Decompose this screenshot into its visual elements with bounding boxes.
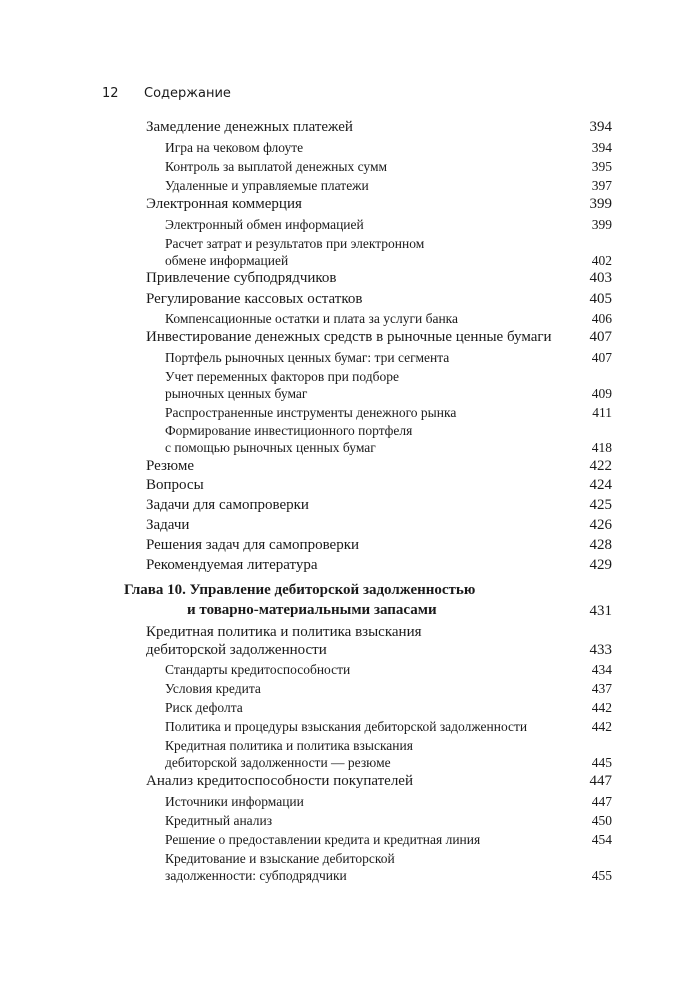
toc-page-number: 403 <box>589 270 612 286</box>
toc-entry: Задачи для самопроверки <box>146 497 309 513</box>
page-number: 12 <box>102 86 119 101</box>
toc-page-number: 447 <box>589 773 612 789</box>
toc-page-number: 434 <box>591 662 612 677</box>
toc-page-number: 411 <box>592 405 612 420</box>
toc-page-number: 418 <box>591 440 612 455</box>
toc-page-number: 429 <box>589 557 612 573</box>
toc-page-number: 447 <box>591 794 612 809</box>
toc-page-number: 406 <box>591 311 612 326</box>
toc-entry: Вопросы <box>146 477 204 493</box>
toc-subentry-continued: дебиторской задолженности — резюме <box>165 755 391 770</box>
toc-page-number: 442 <box>591 700 612 715</box>
toc-page-number: 395 <box>591 159 612 174</box>
toc-subentry: Решение о предоставлении кредита и кредитная линия <box>165 832 481 847</box>
toc-page-number: 422 <box>589 458 612 474</box>
toc-entry: Кредитная политика и политика взыскания <box>146 624 422 640</box>
toc-subentry: Игра на чековом флоуте <box>165 140 304 155</box>
toc-subentry: Кредитование и взыскание дебиторской <box>165 851 395 866</box>
toc-entry: Решения задач для самопроверки <box>146 537 360 553</box>
toc-page-number: 399 <box>589 196 612 212</box>
toc-page-number: 402 <box>591 253 612 268</box>
toc-page-number: 437 <box>591 681 612 696</box>
chapter-heading: Глава 10. Управление дебиторской задолженностью <box>124 582 476 598</box>
toc-page-number: 407 <box>589 329 612 345</box>
toc-page-number: 394 <box>589 119 612 135</box>
toc-subentry: Удаленные и управляемые платежи <box>165 178 369 193</box>
toc-entry: Регулирование кассовых остатков <box>146 291 363 307</box>
toc-page-number: 394 <box>591 140 612 155</box>
toc-subentry-continued: рыночных ценных бумаг <box>165 386 308 401</box>
toc-page-number: 397 <box>591 178 612 193</box>
toc-entry: Электронная коммерция <box>146 196 302 212</box>
toc-subentry: Контроль за выплатой денежных сумм <box>165 159 388 174</box>
toc-subentry-continued: обмене информацией <box>165 253 289 268</box>
toc-page-number: 424 <box>589 477 612 493</box>
toc-page-number: 431 <box>589 603 612 619</box>
toc-page-number: 445 <box>591 755 612 770</box>
toc-entry: Анализ кредитоспособности покупателей <box>146 773 413 789</box>
toc-subentry-continued: задолженности: субподрядчики <box>165 868 347 883</box>
toc-page-number: 405 <box>589 291 612 307</box>
toc-subentry: Учет переменных факторов при подборе <box>165 369 399 384</box>
toc-subentry: Расчет затрат и результатов при электронном <box>165 236 425 251</box>
toc-subentry: Кредитная политика и политика взыскания <box>165 738 413 753</box>
toc-entry: Рекомендуемая литература <box>146 557 318 573</box>
toc-subentry: Условия кредита <box>165 681 261 696</box>
toc-entry: Привлечение субподрядчиков <box>146 270 337 286</box>
toc-page-number: 425 <box>589 497 612 513</box>
running-header <box>102 86 231 101</box>
toc-entry: Инвестирование денежных средств в рыночные ценные бумаги <box>146 329 552 345</box>
running-title: Содержание <box>144 86 231 101</box>
toc-subentry: Кредитный анализ <box>165 813 273 828</box>
toc-subentry: Риск дефолта <box>165 700 243 715</box>
toc-subentry: Портфель рыночных ценных бумаг: три сегмента <box>165 350 450 365</box>
toc-subentry: Электронный обмен информацией <box>165 217 364 232</box>
chapter-heading-continued: и товарно-материальными запасами <box>187 602 437 618</box>
toc-entry-continued: дебиторской задолженности <box>146 642 327 658</box>
toc-page-number: 409 <box>591 386 612 401</box>
toc-subentry: Компенсационные остатки и плата за услуги банка <box>165 311 459 326</box>
toc-subentry: Источники информации <box>165 794 304 809</box>
toc-entry: Задачи <box>146 517 190 533</box>
toc-entry: Замедление денежных платежей <box>146 119 353 135</box>
toc-subentry: Формирование инвестиционного портфеля <box>165 423 413 438</box>
toc-page-number: 399 <box>591 217 612 232</box>
toc-page-number: 426 <box>589 517 612 533</box>
toc-page-number: 450 <box>591 813 612 828</box>
toc-page-number: 442 <box>591 719 612 734</box>
toc-page-number: 407 <box>591 350 612 365</box>
toc-entry: Резюме <box>146 458 195 474</box>
toc-page-number: 428 <box>589 537 612 553</box>
toc-page-number: 433 <box>589 642 612 658</box>
toc-subentry-continued: с помощью рыночных ценных бумаг <box>165 440 376 455</box>
toc-subentry: Стандарты кредитоспособности <box>165 662 351 677</box>
toc-subentry: Распространенные инструменты денежного рынка <box>165 405 457 420</box>
toc-subentry: Политика и процедуры взыскания дебиторской задолженности <box>165 719 528 734</box>
toc-page-number: 454 <box>591 832 612 847</box>
toc-page-number: 455 <box>591 868 612 883</box>
